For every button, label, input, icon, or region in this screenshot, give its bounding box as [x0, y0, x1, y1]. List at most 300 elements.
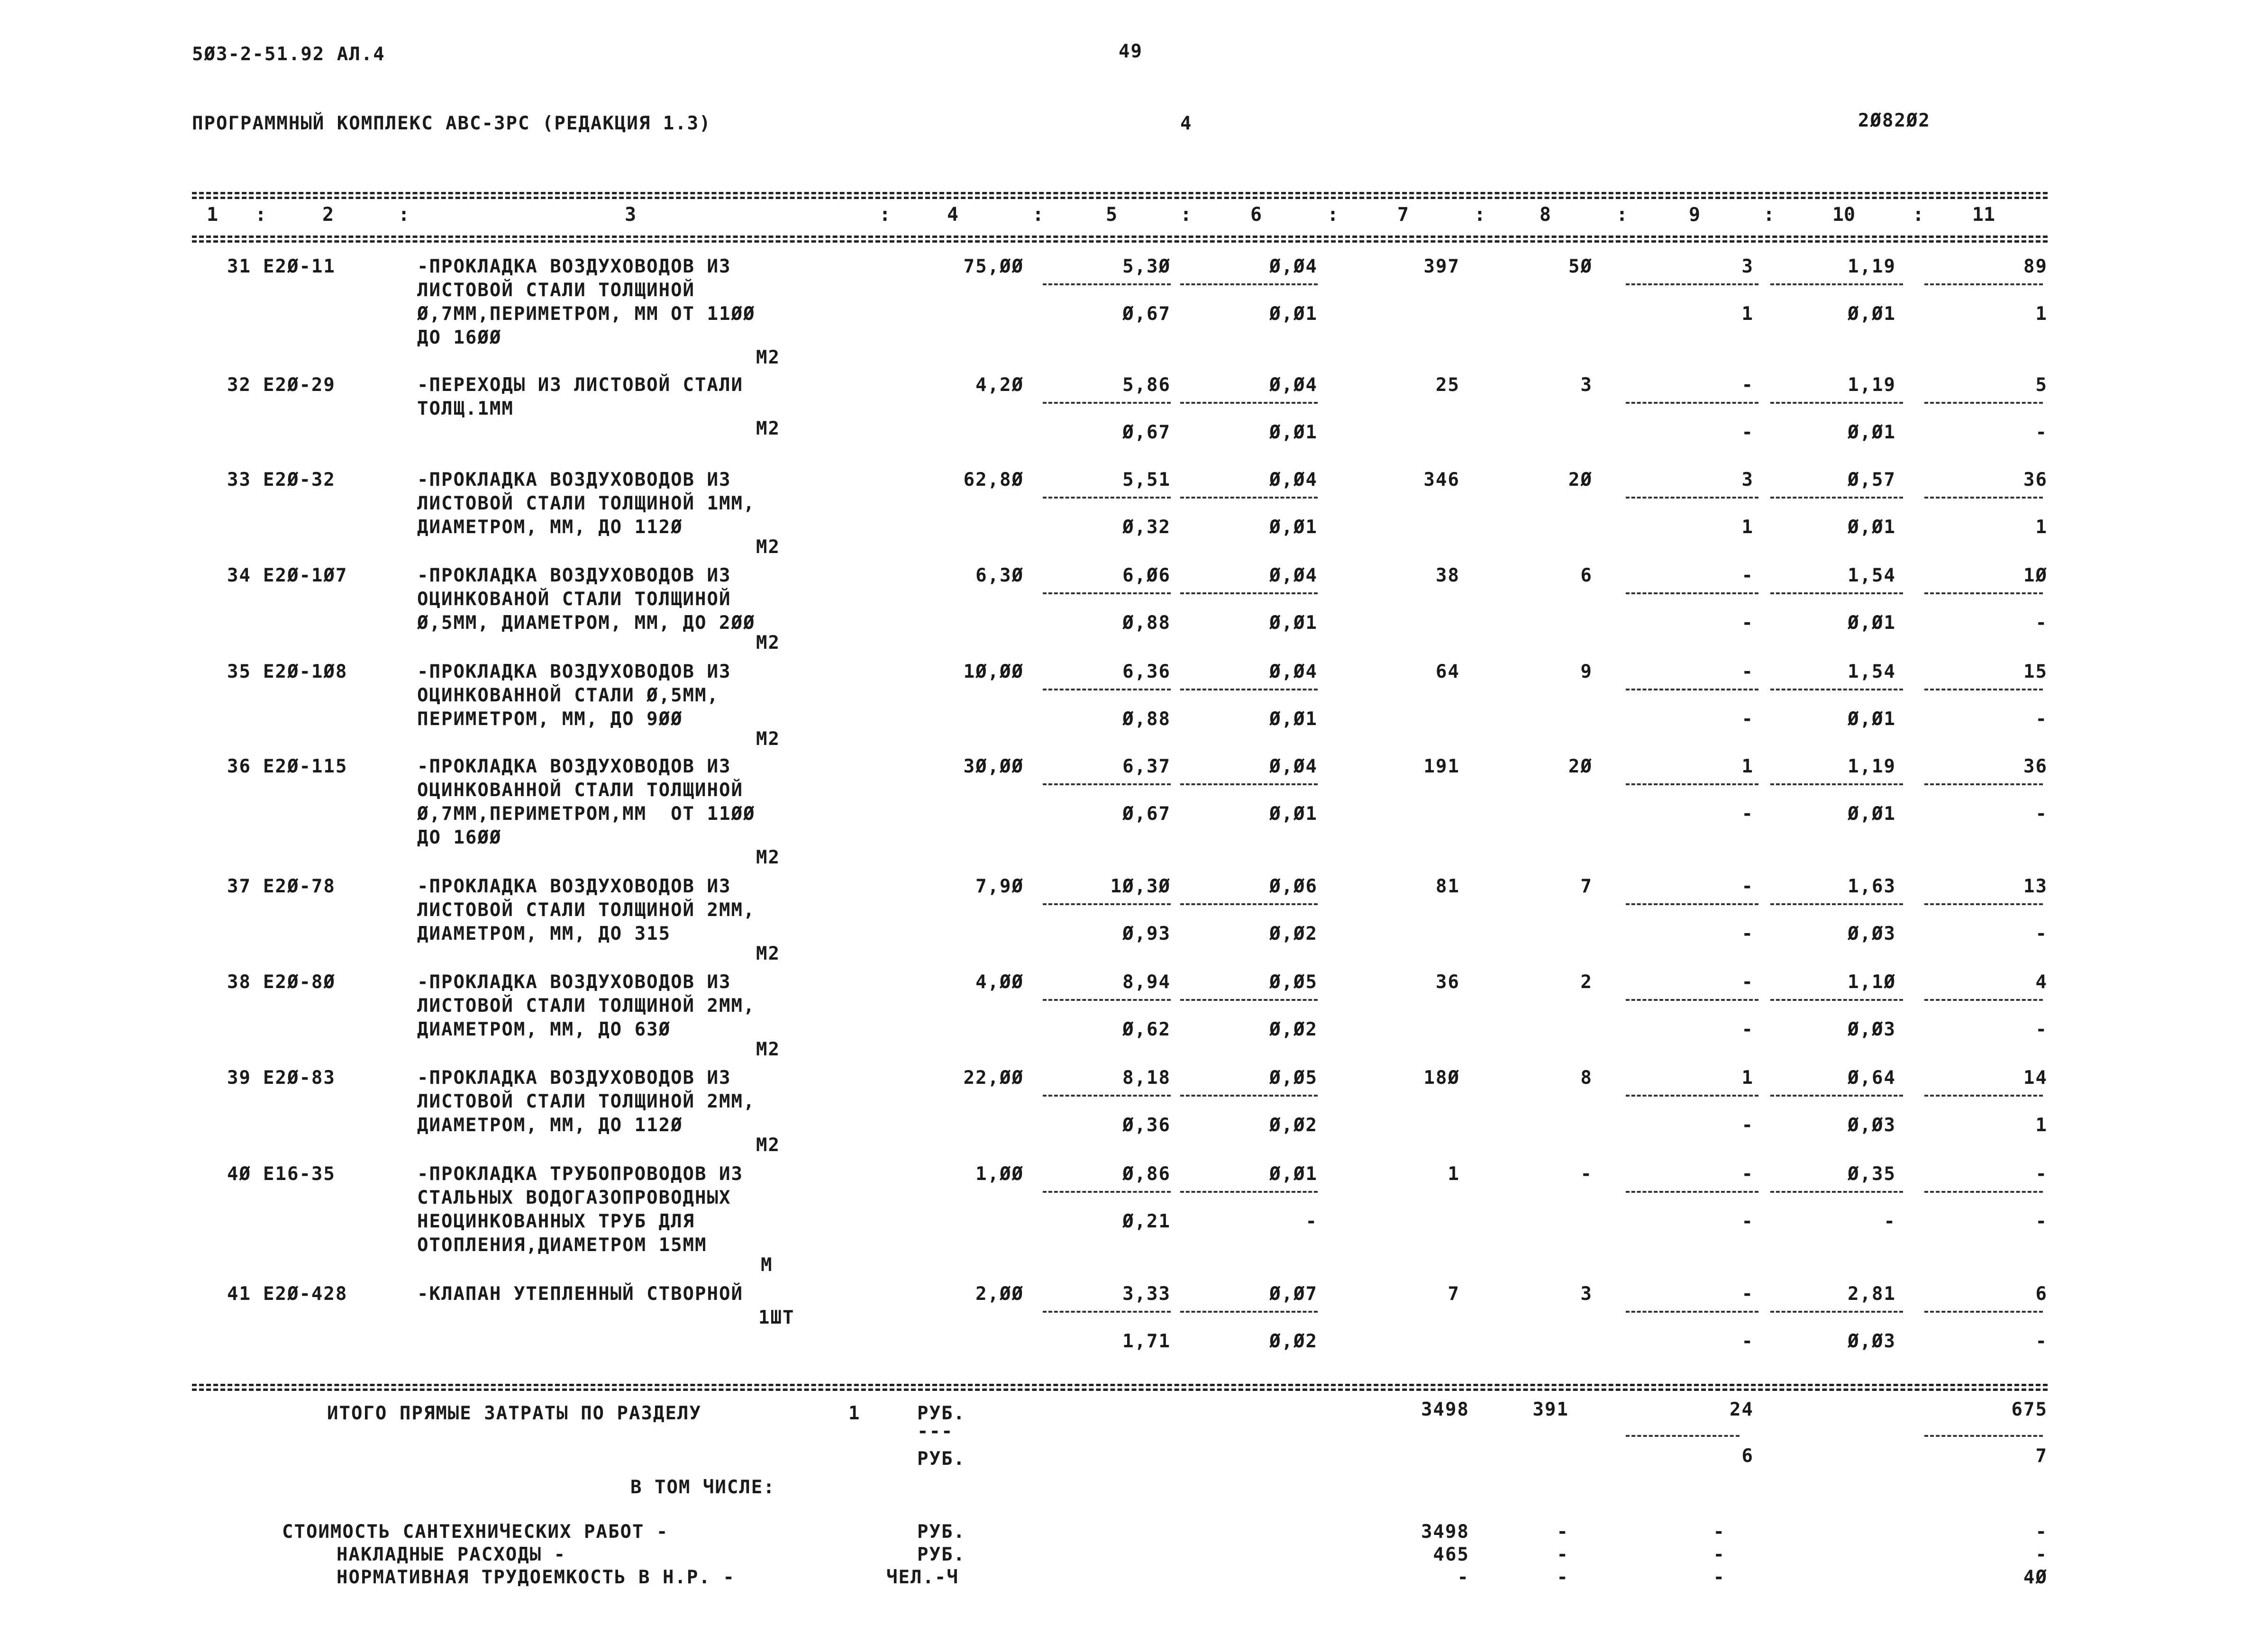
row-col10: 1,63: [1848, 876, 1896, 897]
row-divider-col5: [1043, 999, 1171, 1001]
totals-rule-2: [192, 1389, 2048, 1391]
row-col10: 1,54: [1848, 661, 1896, 682]
row-divider-col6: [1180, 999, 1318, 1001]
row-col8: 5Ø: [1568, 256, 1593, 277]
row-description-line: -ПРОКЛАДКА ВОЗДУХОВОДОВ ИЗ: [417, 256, 731, 277]
row-col10-b: -: [1884, 1211, 1896, 1232]
row-col9-b: -: [1741, 1019, 1754, 1040]
row-col10: 1,1Ø: [1848, 971, 1896, 993]
row-col5: 1Ø,3Ø: [1110, 876, 1171, 897]
section-number: 4: [1180, 113, 1193, 134]
row-col9-b: 1: [1741, 517, 1754, 538]
row-col9-b: 1: [1741, 303, 1754, 325]
row-col9: 3: [1741, 469, 1754, 490]
column-header-8: 8: [1539, 204, 1551, 226]
row-divider-col11: [1924, 999, 2043, 1001]
row-description-line: ОТОПЛЕНИЯ,ДИАМЕТРОМ 15ММ: [417, 1234, 707, 1256]
row-divider-col6: [1180, 592, 1318, 594]
row-col5-b: Ø,88: [1122, 708, 1171, 730]
row-unit: М: [761, 1254, 773, 1276]
row-quantity: 1,ØØ: [975, 1163, 1024, 1185]
row-number: 32: [227, 374, 251, 396]
row-unit: М2: [756, 1039, 780, 1060]
row-col6-b: -: [1305, 1211, 1318, 1232]
totals-col7: 3498: [1421, 1399, 1469, 1420]
row-description-line: -ПРОКЛАДКА ТРУБОПРОВОДОВ ИЗ: [417, 1163, 743, 1185]
row-quantity: 4,ØØ: [975, 971, 1024, 993]
row-col9-b: -: [1741, 708, 1754, 730]
breakdown-col11: -: [2035, 1544, 2048, 1565]
column-separator: :: [1474, 204, 1486, 226]
row-col11-b: 1: [2035, 303, 2048, 325]
program-title: ПРОГРАММНЫЙ КОМПЛЕКС АВС-3РС (РЕДАКЦИЯ 1.3): [192, 113, 711, 134]
row-divider-col5: [1043, 1095, 1171, 1097]
column-header-10: 10: [1832, 204, 1856, 226]
breakdown-unit: РУБ.: [917, 1521, 965, 1543]
row-number: 37: [227, 876, 251, 897]
row-description-line: -КЛАПАН УТЕПЛЕННЫЙ СТВОРНОЙ: [417, 1283, 743, 1305]
row-code: Е2Ø-1Ø8: [263, 661, 348, 682]
row-divider-col9: [1626, 689, 1758, 690]
totals-col11-b: 7: [2035, 1445, 2048, 1467]
row-divider-col5: [1043, 1191, 1171, 1193]
column-header-1: 1: [206, 204, 219, 226]
row-quantity: 4,2Ø: [975, 374, 1024, 396]
row-col11-b: -: [2035, 422, 2048, 443]
row-col6: Ø,Ø5: [1269, 971, 1318, 993]
row-col11: 15: [2023, 661, 2048, 682]
row-code: Е2Ø-32: [263, 469, 336, 490]
row-divider-col11: [1924, 1191, 2043, 1193]
row-col5: 8,18: [1122, 1067, 1171, 1089]
row-col11-b: -: [2035, 1331, 2048, 1352]
row-quantity: 75,ØØ: [963, 256, 1024, 277]
row-divider-col11: [1924, 1095, 2043, 1097]
row-divider-col11: [1924, 592, 2043, 594]
breakdown-col9: -: [1713, 1544, 1725, 1565]
row-quantity: 6,3Ø: [975, 565, 1024, 586]
header-bottom-rule: [192, 236, 2048, 238]
breakdown-unit: ЧЕЛ.-Ч: [886, 1567, 959, 1588]
row-description-line: ДИАМЕТРОМ, ММ, ДО 112Ø: [417, 1115, 683, 1136]
row-col11: 13: [2023, 876, 2048, 897]
row-col9-b: -: [1741, 923, 1754, 944]
row-col8: 9: [1580, 661, 1593, 682]
row-code: Е2Ø-11: [263, 256, 336, 277]
row-description-line: ЛИСТОВОЙ СТАЛИ ТОЛЩИНОЙ 2ММ,: [417, 899, 756, 921]
row-col7: 25: [1436, 374, 1460, 396]
breakdown-col11: 4Ø: [2023, 1567, 2048, 1588]
row-col6: Ø,Ø4: [1269, 661, 1318, 682]
column-separator: :: [1763, 204, 1775, 226]
row-col11-b: -: [2035, 612, 2048, 634]
column-separator: :: [1913, 204, 1924, 226]
breakdown-col8: -: [1557, 1544, 1569, 1565]
column-separator: :: [879, 204, 891, 226]
row-divider-col9: [1626, 283, 1758, 285]
row-description-line: -ПРОКЛАДКА ВОЗДУХОВОДОВ ИЗ: [417, 756, 731, 777]
page-number: 49: [1119, 41, 1143, 62]
row-divider-col10: [1770, 1095, 1903, 1097]
row-col9: 1: [1741, 1067, 1754, 1089]
row-col9-b: -: [1741, 612, 1754, 634]
column-header-5: 5: [1105, 204, 1118, 226]
including-label: В ТОМ ЧИСЛЕ:: [630, 1477, 775, 1498]
row-divider-col9: [1626, 999, 1758, 1001]
row-col6-b: Ø,Ø1: [1269, 517, 1318, 538]
row-code: Е2Ø-78: [263, 876, 336, 897]
row-description-line: -ПРОКЛАДКА ВОЗДУХОВОДОВ ИЗ: [417, 971, 731, 993]
row-quantity: 3Ø,ØØ: [963, 756, 1024, 777]
row-col5: 5,51: [1122, 469, 1171, 490]
row-code: Е2Ø-8Ø: [263, 971, 336, 993]
row-divider-col10: [1770, 903, 1903, 905]
row-unit: М2: [756, 943, 780, 964]
row-col8: 2: [1580, 971, 1593, 993]
row-col6-b: Ø,Ø1: [1269, 612, 1318, 634]
row-description-line: ДИАМЕТРОМ, ММ, ДО 112Ø: [417, 517, 683, 538]
row-divider-col9: [1626, 1095, 1758, 1097]
row-col5-b: Ø,21: [1122, 1211, 1171, 1232]
breakdown-col8: -: [1557, 1567, 1569, 1588]
row-col6: Ø,Ø4: [1269, 256, 1318, 277]
column-separator: :: [255, 204, 267, 226]
column-header-2: 2: [322, 204, 334, 226]
document-code: 5Ø3-2-51.92 АЛ.4: [192, 44, 385, 65]
row-description-line: -ПРОКЛАДКА ВОЗДУХОВОДОВ ИЗ: [417, 876, 731, 897]
row-divider-col10: [1770, 497, 1903, 499]
row-col10: Ø,64: [1848, 1067, 1896, 1089]
row-col9: -: [1741, 876, 1754, 897]
row-col9: 3: [1741, 256, 1754, 277]
row-divider-col5: [1043, 1311, 1171, 1313]
row-description-line: ЛИСТОВОЙ СТАЛИ ТОЛЩИНОЙ 1ММ,: [417, 493, 756, 514]
row-col11-b: 1: [2035, 1115, 2048, 1136]
row-divider-col11: [1924, 283, 2043, 285]
row-col11: 6: [2035, 1283, 2048, 1305]
row-col5: 6,Ø6: [1122, 565, 1171, 586]
row-col8: 8: [1580, 1067, 1593, 1089]
row-quantity: 22,ØØ: [963, 1067, 1024, 1089]
row-col5-b: Ø,36: [1122, 1115, 1171, 1136]
header-top-rule-2: [192, 197, 2048, 199]
row-col5: 6,36: [1122, 661, 1171, 682]
row-col11-b: 1: [2035, 517, 2048, 538]
row-quantity: 2,ØØ: [975, 1283, 1024, 1305]
row-divider-col5: [1043, 903, 1171, 905]
row-unit: 1ШТ: [758, 1307, 795, 1328]
row-number: 38: [227, 971, 251, 993]
row-col11-b: -: [2035, 1019, 2048, 1040]
row-description-line: -ПРОКЛАДКА ВОЗДУХОВОДОВ ИЗ: [417, 565, 731, 586]
row-quantity: 7,9Ø: [975, 876, 1024, 897]
row-col10-b: Ø,Ø1: [1848, 708, 1896, 730]
row-col11: 36: [2023, 756, 2048, 777]
row-col5-b: 1,71: [1122, 1331, 1171, 1352]
row-col6: Ø,Ø4: [1269, 374, 1318, 396]
row-col5: 5,86: [1122, 374, 1171, 396]
totals-col11-dash: [1924, 1435, 2043, 1437]
row-col11-b: -: [2035, 803, 2048, 825]
breakdown-col7: -: [1457, 1567, 1469, 1588]
row-col6: Ø,Ø7: [1269, 1283, 1318, 1305]
row-col7: 64: [1436, 661, 1460, 682]
row-col10: Ø,57: [1848, 469, 1896, 490]
row-col5-b: Ø,93: [1122, 923, 1171, 944]
column-header-11: 11: [1972, 204, 1995, 226]
row-divider-col10: [1770, 783, 1903, 785]
row-col6-b: Ø,Ø1: [1269, 303, 1318, 325]
row-number: 34: [227, 565, 251, 586]
row-number: 33: [227, 469, 251, 490]
row-divider-col9: [1626, 903, 1758, 905]
row-col10: 2,81: [1848, 1283, 1896, 1305]
row-divider-col6: [1180, 903, 1318, 905]
row-col11: 89: [2023, 256, 2048, 277]
row-divider-col6: [1180, 689, 1318, 690]
row-description-line: -ПРОКЛАДКА ВОЗДУХОВОДОВ ИЗ: [417, 1067, 731, 1089]
estimate-code: 2Ø82Ø2: [1858, 110, 1931, 131]
row-description-line: Ø,7ММ,ПЕРИМЕТРОМ,ММ ОТ 11ØØ: [417, 803, 756, 825]
row-number: 35: [227, 661, 251, 682]
row-col5: Ø,86: [1122, 1163, 1171, 1185]
row-col5-b: Ø,67: [1122, 803, 1171, 825]
row-divider-col5: [1043, 689, 1171, 690]
row-col5-b: Ø,32: [1122, 517, 1171, 538]
row-col11: 1Ø: [2023, 565, 2048, 586]
row-col8: 2Ø: [1568, 756, 1593, 777]
totals-col9-dash: [1626, 1435, 1740, 1437]
row-col10-b: Ø,Ø1: [1848, 803, 1896, 825]
row-description-line: -ПЕРЕХОДЫ ИЗ ЛИСТОВОЙ СТАЛИ: [417, 374, 743, 396]
header-top-rule: [192, 192, 2048, 194]
row-description-line: ДО 16ØØ: [417, 327, 502, 348]
row-divider-col11: [1924, 1311, 2043, 1313]
row-col6: Ø,Ø4: [1269, 565, 1318, 586]
row-col10-b: Ø,Ø1: [1848, 303, 1896, 325]
row-divider-col9: [1626, 1191, 1758, 1193]
breakdown-col9: -: [1713, 1567, 1725, 1588]
row-code: Е2Ø-428: [263, 1283, 348, 1305]
row-description-line: НЕОЦИНКОВАННЫХ ТРУБ ДЛЯ: [417, 1211, 695, 1232]
row-col9: -: [1741, 661, 1754, 682]
row-divider-col9: [1626, 497, 1758, 499]
totals-rule: [192, 1384, 2048, 1386]
row-description-line: Ø,7ММ,ПЕРИМЕТРОМ, ММ ОТ 11ØØ: [417, 303, 756, 325]
row-col9: -: [1741, 1283, 1754, 1305]
column-header-9: 9: [1688, 204, 1701, 226]
breakdown-col7: 465: [1433, 1544, 1469, 1565]
breakdown-col9: -: [1713, 1521, 1725, 1543]
column-separator: :: [1032, 204, 1044, 226]
row-description-line: ОЦИНКОВАННОЙ СТАЛИ Ø,5ММ,: [417, 685, 719, 706]
row-col10: Ø,35: [1848, 1163, 1896, 1185]
row-divider-col11: [1924, 689, 2043, 690]
row-divider-col10: [1770, 1191, 1903, 1193]
row-unit: М2: [756, 728, 780, 750]
row-col9-b: -: [1741, 422, 1754, 443]
breakdown-label: НОРМАТИВНАЯ ТРУДОЕМКОСТЬ В Н.Р. -: [337, 1567, 735, 1588]
row-divider-col5: [1043, 497, 1171, 499]
row-col9-b: -: [1741, 1115, 1754, 1136]
header-bottom-rule-2: [192, 240, 2048, 243]
row-divider-col11: [1924, 402, 2043, 404]
row-col10-b: Ø,Ø1: [1848, 422, 1896, 443]
row-description-line: ДИАМЕТРОМ, ММ, ДО 315: [417, 923, 671, 944]
row-code: Е16-35: [263, 1163, 336, 1185]
row-description-line: ЛИСТОВОЙ СТАЛИ ТОЛЩИНОЙ 2ММ,: [417, 995, 756, 1017]
row-col9: -: [1741, 374, 1754, 396]
totals-col9: 24: [1730, 1399, 1754, 1420]
row-col10-b: Ø,Ø3: [1848, 923, 1896, 944]
row-description-line: ТОЛЩ.1ММ: [417, 398, 514, 419]
row-col6: Ø,Ø1: [1269, 1163, 1318, 1185]
row-col5: 8,94: [1122, 971, 1171, 993]
column-header-3: 3: [624, 204, 637, 226]
row-col8: 3: [1580, 1283, 1593, 1305]
row-col5-b: Ø,62: [1122, 1019, 1171, 1040]
row-col10: 1,19: [1848, 256, 1896, 277]
column-separator: :: [1616, 204, 1628, 226]
row-col9-b: -: [1741, 1211, 1754, 1232]
row-unit: М2: [756, 632, 780, 654]
row-divider-col10: [1770, 689, 1903, 690]
row-col10-b: Ø,Ø1: [1848, 612, 1896, 634]
row-col6-b: Ø,Ø1: [1269, 708, 1318, 730]
row-col11: 5: [2035, 374, 2048, 396]
row-unit: М2: [756, 1135, 780, 1156]
row-unit: М2: [756, 847, 780, 868]
totals-label: ИТОГО ПРЯМЫЕ ЗАТРАТЫ ПО РАЗДЕЛУ: [327, 1403, 701, 1424]
row-divider-col5: [1043, 592, 1171, 594]
row-col9: -: [1741, 971, 1754, 993]
row-divider-col10: [1770, 592, 1903, 594]
row-divider-col11: [1924, 783, 2043, 785]
row-col7: 36: [1436, 971, 1460, 993]
row-col5: 3,33: [1122, 1283, 1171, 1305]
row-col6-b: Ø,Ø1: [1269, 803, 1318, 825]
row-divider-col5: [1043, 402, 1171, 404]
row-description-line: ЛИСТОВОЙ СТАЛИ ТОЛЩИНОЙ 2ММ,: [417, 1091, 756, 1112]
row-col11: 36: [2023, 469, 2048, 490]
row-description-line: ОЦИНКОВАНОЙ СТАЛИ ТОЛЩИНОЙ: [417, 589, 731, 610]
row-col10-b: Ø,Ø1: [1848, 517, 1896, 538]
row-divider-col9: [1626, 592, 1758, 594]
row-description-line: ПЕРИМЕТРОМ, ММ, ДО 9ØØ: [417, 708, 683, 730]
row-description-line: ДО 16ØØ: [417, 827, 502, 848]
breakdown-label: НАКЛАДНЫЕ РАСХОДЫ -: [337, 1544, 566, 1565]
row-col6-b: Ø,Ø2: [1269, 1115, 1318, 1136]
row-number: 4Ø: [227, 1163, 251, 1185]
column-header-7: 7: [1397, 204, 1409, 226]
row-col8: -: [1580, 1163, 1593, 1185]
row-divider-col6: [1180, 497, 1318, 499]
row-col5-b: Ø,67: [1122, 422, 1171, 443]
column-header-4: 4: [947, 204, 959, 226]
breakdown-label: СТОИМОСТЬ САНТЕХНИЧЕСКИХ РАБОТ -: [282, 1521, 669, 1543]
column-separator: :: [398, 204, 410, 226]
row-col6: Ø,Ø5: [1269, 1067, 1318, 1089]
row-col10-b: Ø,Ø3: [1848, 1331, 1896, 1352]
row-col10-b: Ø,Ø3: [1848, 1019, 1896, 1040]
breakdown-col11: -: [2035, 1521, 2048, 1543]
row-number: 39: [227, 1067, 251, 1089]
row-divider-col6: [1180, 1095, 1318, 1097]
row-col11: 14: [2023, 1067, 2048, 1089]
row-divider-col10: [1770, 402, 1903, 404]
row-col5: 6,37: [1122, 756, 1171, 777]
row-divider-col11: [1924, 903, 2043, 905]
row-divider-col6: [1180, 402, 1318, 404]
row-description-line: Ø,5ММ, ДИАМЕТРОМ, ММ, ДО 2ØØ: [417, 612, 756, 634]
row-col7: 7: [1448, 1283, 1460, 1305]
row-col7: 18Ø: [1423, 1067, 1460, 1089]
breakdown-col8: -: [1557, 1521, 1569, 1543]
row-divider-col6: [1180, 1311, 1318, 1313]
row-col9-b: -: [1741, 803, 1754, 825]
row-col6-b: Ø,Ø1: [1269, 422, 1318, 443]
row-col5: 5,3Ø: [1122, 256, 1171, 277]
row-col7: 81: [1436, 876, 1460, 897]
row-col9: -: [1741, 1163, 1754, 1185]
row-description-line: ОЦИНКОВАННОЙ СТАЛИ ТОЛЩИНОЙ: [417, 780, 743, 801]
totals-unit-rub: РУБ.: [917, 1403, 965, 1424]
row-col6: Ø,Ø4: [1269, 756, 1318, 777]
row-col8: 7: [1580, 876, 1593, 897]
row-code: Е2Ø-83: [263, 1067, 336, 1089]
row-code: Е2Ø-29: [263, 374, 336, 396]
row-col8: 6: [1580, 565, 1593, 586]
row-number: 31: [227, 256, 251, 277]
row-divider-col10: [1770, 1311, 1903, 1313]
row-col8: 3: [1580, 374, 1593, 396]
totals-col11: 675: [2011, 1399, 2048, 1420]
row-code: Е2Ø-115: [263, 756, 348, 777]
row-description-line: -ПРОКЛАДКА ВОЗДУХОВОДОВ ИЗ: [417, 469, 731, 490]
row-col6-b: Ø,Ø2: [1269, 923, 1318, 944]
totals-col8: 391: [1532, 1399, 1569, 1420]
row-col6: Ø,Ø4: [1269, 469, 1318, 490]
row-divider-col10: [1770, 283, 1903, 285]
row-quantity: 1Ø,ØØ: [963, 661, 1024, 682]
totals-unit-rub-2: РУБ.: [917, 1448, 965, 1470]
row-description-line: СТАЛЬНЫХ ВОДОГАЗОПРОВОДНЫХ: [417, 1187, 731, 1208]
row-col10-b: Ø,Ø3: [1848, 1115, 1896, 1136]
row-col6: Ø,Ø6: [1269, 876, 1318, 897]
totals-unit-dash: ---: [917, 1421, 954, 1442]
column-separator: :: [1180, 204, 1192, 226]
row-quantity: 62,8Ø: [963, 469, 1024, 490]
row-divider-col5: [1043, 283, 1171, 285]
row-divider-col5: [1043, 783, 1171, 785]
row-unit: М2: [756, 347, 780, 368]
row-divider-col10: [1770, 999, 1903, 1001]
row-col7: 397: [1423, 256, 1460, 277]
row-divider-col9: [1626, 783, 1758, 785]
row-col9: 1: [1741, 756, 1754, 777]
breakdown-unit: РУБ.: [917, 1544, 965, 1565]
row-col5-b: Ø,67: [1122, 303, 1171, 325]
row-code: Е2Ø-1Ø7: [263, 565, 348, 586]
row-col6-b: Ø,Ø2: [1269, 1331, 1318, 1352]
column-separator: :: [1327, 204, 1339, 226]
row-col7: 346: [1423, 469, 1460, 490]
row-col7: 1: [1448, 1163, 1460, 1185]
row-divider-col6: [1180, 1191, 1318, 1193]
breakdown-col7: 3498: [1421, 1521, 1469, 1543]
row-number: 36: [227, 756, 251, 777]
row-col9-b: -: [1741, 1331, 1754, 1352]
